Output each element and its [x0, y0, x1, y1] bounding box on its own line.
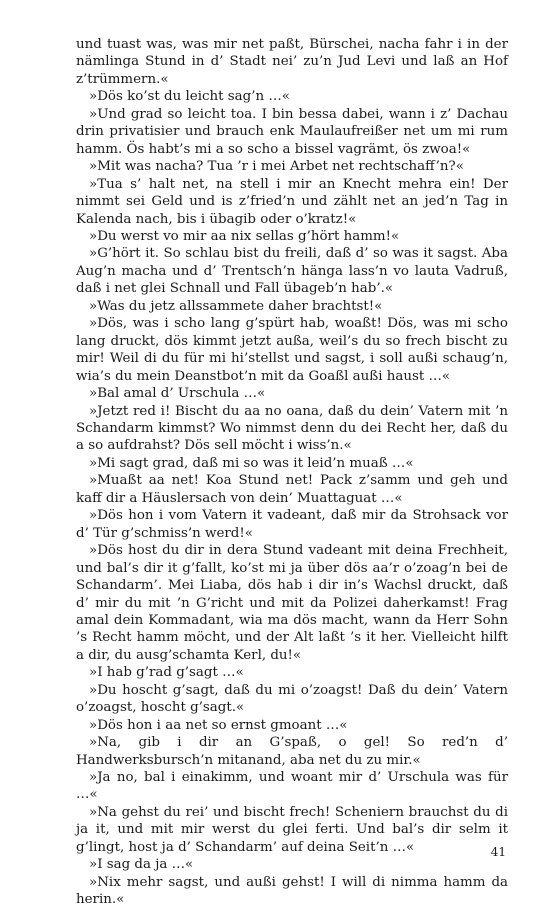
paragraph-1: und tuast was, was mir net paßt, Bürschei, nacha fahr i in der nämlinga Stund in d’ Stadt nei’ zu’n Jud Levi und laß an Hof z’trümmern.« [76, 37, 508, 87]
paragraph-10: »Bal amal d’ Urschula …« [89, 386, 266, 402]
paragraph-20: »Ja no, bal i einakimm, und woant mir d’ Urschula was für …« [76, 770, 508, 803]
paragraph-21: »Na gehst du rei’ und bischt frech! Scheniern brauchst du di ja it, und mit mir werst du glei ferti. Und bal’s dir selm it g’lingt, host ja d’ Schandarm’ auf deina Seit’n …« [76, 804, 508, 855]
paragraph-18: »Dös hon i aa net so ernst gmoant …« [89, 717, 348, 733]
paragraph-12: »Mi sagt grad, daß mi so was it leid’n muaß …« [89, 455, 414, 471]
paragraph-15: »Dös host du dir in dera Stund vadeant mit deina Frechheit, und bal’s dir it g’fallt, ko’st mi ja über dös aa’r o’zoag’n bei de Schandarm’. Mei Liaba, dös hab i dir in’s Wachsl druckt, daß d’ mir du mit ’n G’richt und mit da Polizei daherkamst! Frag amal dein Kommadant, wia ma dös macht, wann da Herr Sohn ’s Recht hamm möcht, und der Alt laßt ’s it her. Vielleicht hilft a dir, du ausg’schamta Kerl, du!« [76, 543, 508, 663]
paragraph-2: »Dös ko’st du leicht sag’n …« [89, 89, 290, 105]
page-number: 41 [490, 845, 506, 859]
paragraph-23: »Nix mehr sagst, und außi gehst! I will di nimma hamm da herin.« [76, 874, 508, 908]
paragraph-19: »Na, gib i dir an G’spaß, o gel! So red’n d’ Handwerksbursch’n mitanand, aba net du zu mir.« [76, 735, 508, 768]
paragraph-17: »Du hoscht g’sagt, daß du mi o’zoagst! Daß du dein’ Vatern o’zoagst, hoscht g’sagt.« [76, 682, 508, 716]
paragraph-14: »Dös hon i vom Vatern it vadeant, daß mir da Strohsack vor d’ Tür g’schmiss’n werd!« [76, 508, 508, 541]
paragraph-5: »Tua s’ halt net, na stell i mir an Knecht mehra ein! Der nimmt sei Geld und is z’fried’n und zählt net an jed’n Tag in Kalenda nach, bis i übagib oder o’kratz!« [76, 176, 508, 227]
paragraph-8: »Was du jetz allssammete daher brachtst!« [89, 298, 383, 314]
paragraph-3: »Und grad so leicht toa. I bin bessa dabei, wann i z’ Dachau drin privatisier und brauch enk Maulaufreißer net um mi rum hamm. Ös habt’s mi a so scho a bissel vagrämt, ös zwoa!« [76, 106, 508, 157]
body-text [76, 36, 508, 909]
paragraph-4: »Mit was nacha? Tua ’r i mei Arbet net rechtschaff’n?« [89, 159, 464, 175]
paragraph-22: »I sag da ja …« [89, 857, 194, 873]
paragraph-9: »Dös, was i scho lang g’spürt hab, woaßt! Dös, was mi scho lang druckt, dös kimmt jetzt außa, weil’s du so frech bischt zu mir! Weil di du für mi hi’stellst und sagst, i soll außi schaug’n, wia’s du mein Deanstbot’n mit da Goaßl außi haust …« [76, 316, 508, 384]
paragraph-11: »Jetzt red i! Bischt du aa no oana, daß du dein’ Vatern mit ’n Schandarm kimmst? Wo nimmst denn du dei Recht her, daß du a so aufdrahst? Dös sell möcht i wiss’n.« [76, 403, 508, 454]
paragraph-13: »Muaßt aa net! Koa Stund net! Pack z’samm und geh und kaff dir a Häuslersach von dein’ Muattaguat …« [76, 473, 508, 506]
paragraph-6: »Du werst vo mir aa nix sellas g’hört hamm!« [89, 228, 400, 244]
paragraph-7: »G’hört it. So schlau bist du freili, daß d’ so was it sagst. Aba Aug’n macha und d’ Trentsch’n hänga lass’n vo lauta Vadruß, daß i net glei Schnall und Fall übageb’n hab’.« [76, 246, 508, 297]
paragraph-16: »I hab g’rad g’sagt …« [89, 665, 244, 681]
